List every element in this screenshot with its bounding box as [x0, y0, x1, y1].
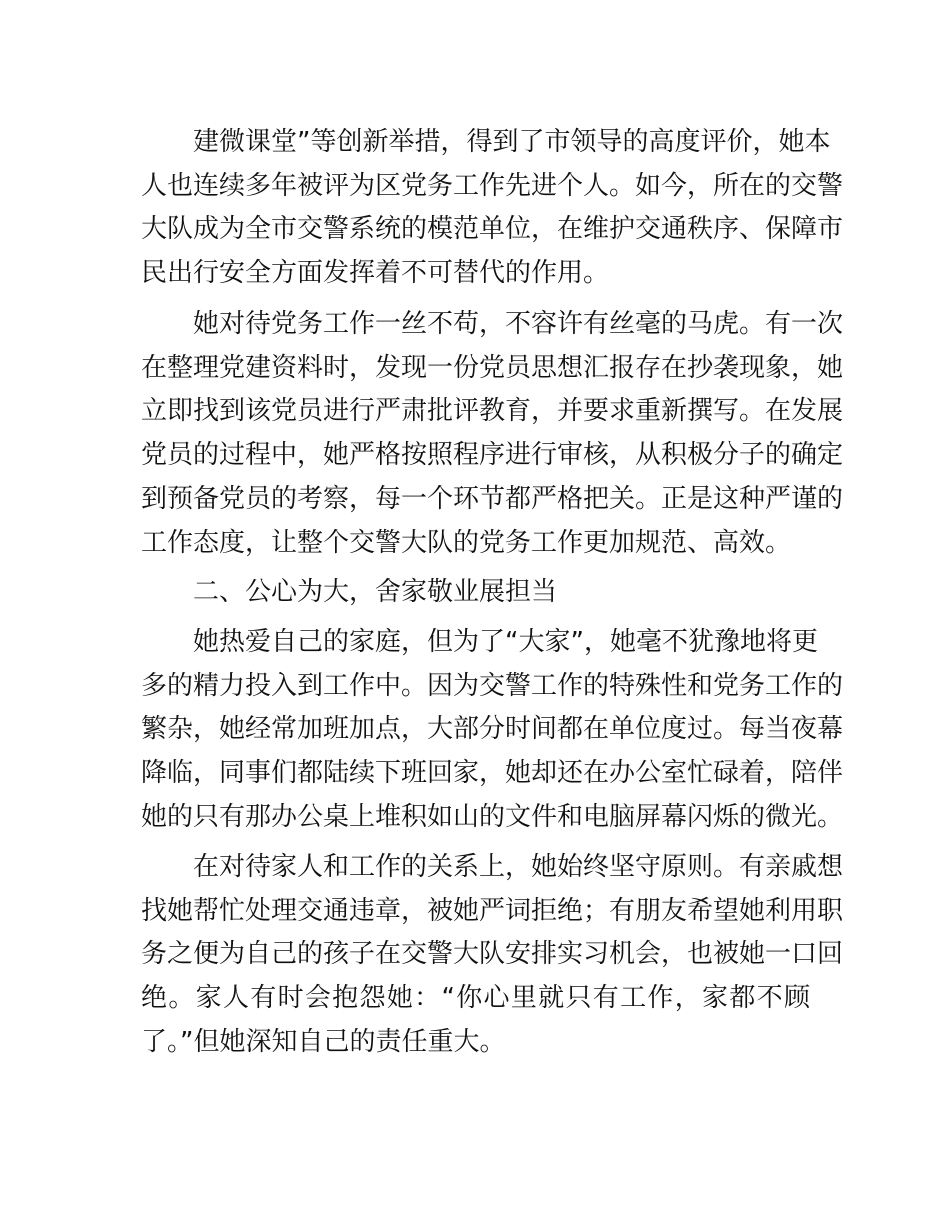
text-line: 她的只有那办公桌上堆积如山的文件和电脑屏幕闪烁的微光。 [141, 801, 844, 832]
text-line: 她对待党务工作一丝不苟，不容许有丝毫的马虎。有一次 [193, 309, 844, 339]
text-line: 人也连续多年被评为区党务工作先进个人。如今，所在的交警 [141, 170, 844, 201]
text-line: 务之便为自己的孩子在交警大队安排实习机会，也被她一口回 [141, 939, 844, 970]
text-line: 绝。家人有时会抱怨她：“你心里就只有工作，家都不顾 [141, 983, 810, 1014]
text-line: 她热爱自己的家庭，但为了“大家”，她毫不犹豫地将更 [193, 627, 818, 657]
text-line: 了。”但她深知自己的责任重大。 [141, 1026, 506, 1057]
text-line: 工作态度，让整个交警大队的党务工作更加规范、高效。 [141, 527, 792, 558]
text-line: 多的精力投入到工作中。因为交警工作的特殊性和党务工作的 [141, 670, 844, 701]
text-line: 建微课堂”等创新举措，得到了市领导的高度评价，她本 [193, 127, 831, 157]
text-line: 找她帮忙处理交通违章，被她严词拒绝；有朋友希望她利用职 [141, 895, 844, 926]
text-line: 繁杂，她经常加班加点，大部分时间都在单位度过。每当夜幕 [141, 714, 844, 745]
text-line: 到预备党员的考察，每一个环节都严格把关。正是这种严谨的 [141, 483, 844, 514]
text-line: 大队成为全市交警系统的模范单位，在维护交通秩序、保障市 [141, 214, 844, 245]
text-line: 立即找到该党员进行严肃批评教育，并要求重新撰写。在发展 [141, 396, 844, 427]
text-line: 民出行安全方面发挥着不可替代的作用。 [141, 258, 610, 289]
text-line: 在对待家人和工作的关系上，她始终坚守原则。有亲戚想 [193, 852, 844, 882]
text-line: 在整理党建资料时，发现一份党员思想汇报存在抄袭现象，她 [141, 352, 844, 383]
text-line: 党员的过程中，她严格按照程序进行审核，从积极分子的确定 [141, 440, 844, 471]
text-line: 二、公心为大，舍家敬业展担当 [193, 577, 558, 607]
text-line: 降临，同事们都陆续下班回家，她却还在办公室忙碌着，陪伴 [141, 758, 844, 789]
